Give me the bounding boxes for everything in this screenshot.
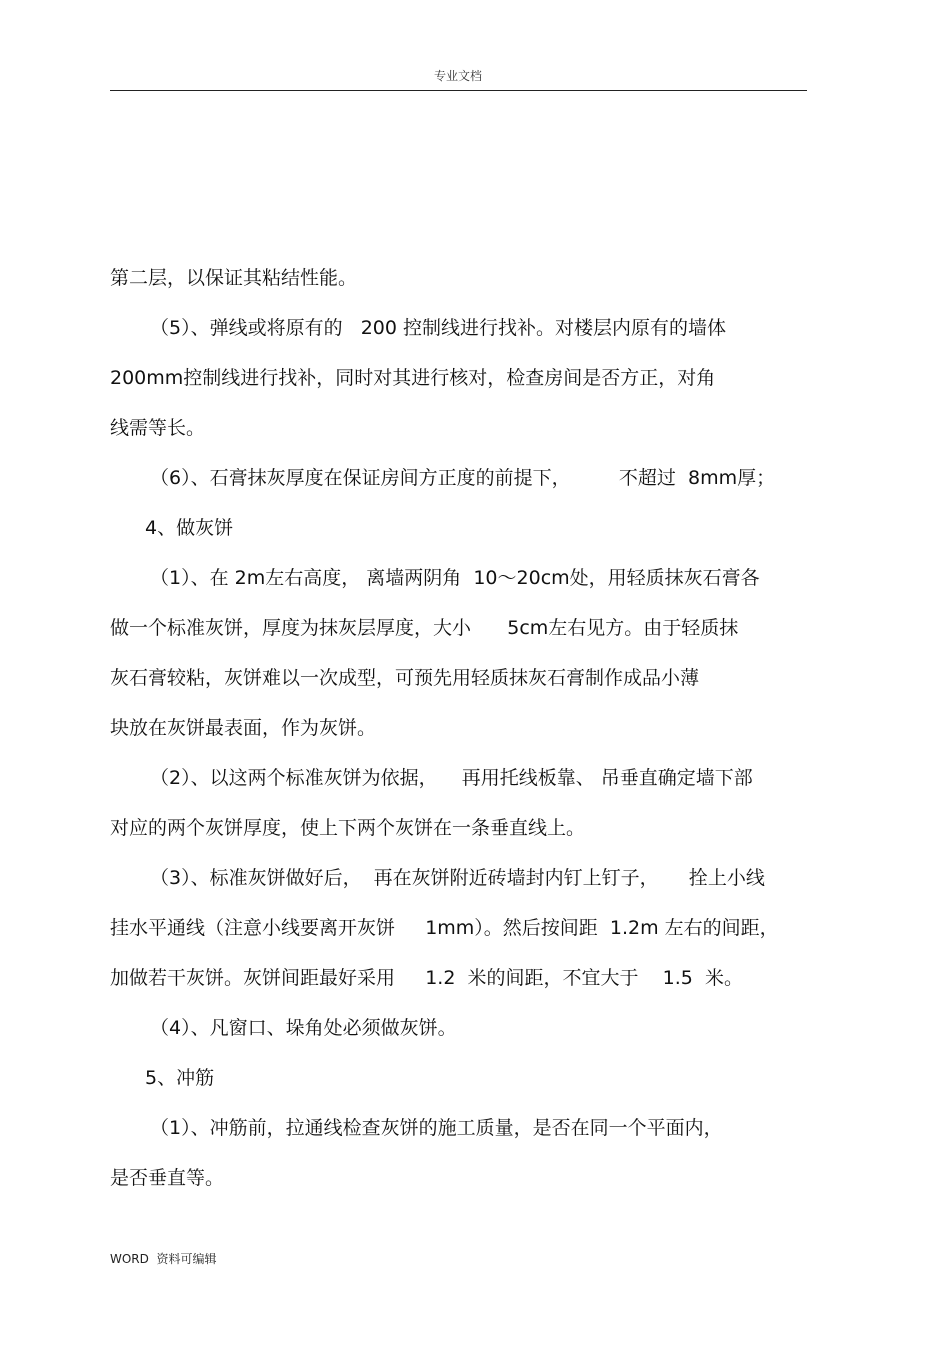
body-line: 灰石膏较粘，灰饼难以一次成型，可预先用轻质抹灰石膏制作成品小薄: [110, 667, 700, 689]
body-line: 是否垂直等。: [110, 1167, 225, 1189]
body-line: （2）、以这两个标准灰饼为依据， 再用托线板靠、 吊垂直确定墙下部: [150, 767, 753, 789]
body-line: 第二层，以保证其粘结性能。: [110, 267, 358, 289]
body-line: 对应的两个灰饼厚度，使上下两个灰饼在一条垂直线上。: [110, 817, 586, 839]
body-line: 块放在灰饼最表面，作为灰饼。: [110, 717, 377, 739]
page-footer-label: WORD 资料可编辑: [110, 1252, 217, 1266]
section-heading: 4、做灰饼: [145, 517, 234, 539]
body-line: （1）、在 2m左右高度， 离墙两阴角 10～20cm处，用轻质抹灰石膏各: [150, 567, 760, 589]
section-heading: 5、冲筋: [145, 1067, 215, 1089]
body-line: （5）、弹线或将原有的 200 控制线进行找补。对楼层内原有的墙体: [150, 317, 727, 339]
body-line: 线需等长。: [110, 417, 206, 439]
body-line: 加做若干灰饼。灰饼间距最好采用 1.2 米的间距，不宜大于 1.5 米。: [110, 967, 743, 989]
page-header-title: 专业文档: [433, 69, 482, 83]
body-line: （3）、标准灰饼做好后， 再在灰饼附近砖墙封内钉上钉子， 拴上小线: [150, 867, 765, 889]
body-line: （4）、凡窗口、垛角处必须做灰饼。: [150, 1017, 457, 1039]
body-line: （1）、冲筋前，拉通线检查灰饼的施工质量，是否在同一个平面内，: [150, 1117, 723, 1139]
body-line: 200mm控制线进行找补，同时对其进行核对，检查房间是否方正，对角: [110, 367, 716, 389]
body-line: 挂水平通线（注意小线要离开灰饼 1mm）。然后按间距 1.2m 左右的间距，: [110, 917, 779, 939]
body-line: （6）、石膏抹灰厚度在保证房间方正度的前提下， 不超过 8mm厚；: [150, 467, 776, 489]
body-line: 做一个标准灰饼，厚度为抹灰层厚度，大小 5cm左右见方。由于轻质抹: [110, 617, 739, 639]
header-divider: [110, 90, 807, 91]
